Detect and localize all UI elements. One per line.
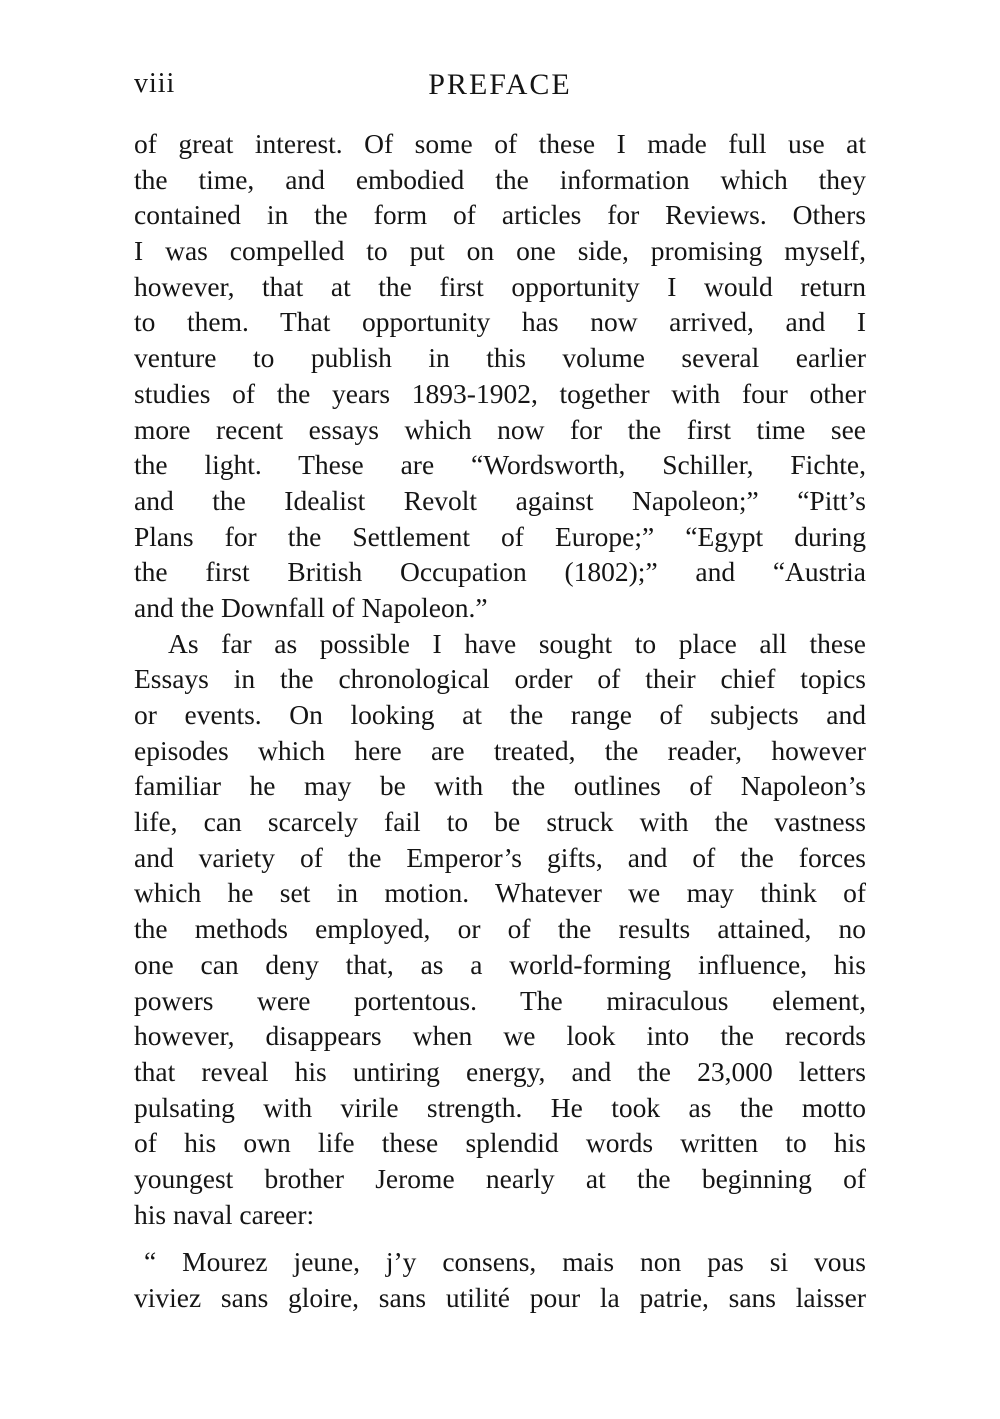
- text-line: or events. On looking at the range of subjects and: [134, 699, 866, 730]
- text-line: that reveal his untiring energy, and the 23,000 letters: [134, 1055, 866, 1087]
- quote-line: “ Mourez jeune, j’y consens, mais non pas si vous: [144, 1246, 866, 1277]
- text-line: and the Idealist Revolt against Napoleon;” “Pitt’s: [134, 484, 866, 516]
- quote-line: viviez sans gloire, sans utilité pour la patrie, sans laisser: [134, 1281, 866, 1313]
- text-line: the light. These are “Wordsworth, Schiller, Fichte,: [134, 449, 866, 481]
- text-line: I was compelled to put on one side, promising myself,: [134, 235, 866, 267]
- paragraph-1: [134, 126, 866, 626]
- text-line: of great interest. Of some of these I made full use at: [134, 128, 866, 159]
- text-line: the first British Occupation (1802);” and “Austria: [134, 556, 866, 588]
- text-line: life, can scarcely fail to be struck with the vastness: [134, 806, 866, 838]
- text-line: the time, and embodied the information which they: [134, 163, 866, 195]
- paragraph-2: [134, 626, 866, 1233]
- text-line: youngest brother Jerome nearly at the beginning of: [134, 1162, 866, 1194]
- body-text: [134, 126, 866, 1232]
- text-line: powers were portentous. The miraculous element,: [134, 984, 866, 1016]
- text-line: pulsating with virile strength. He took as the motto: [134, 1091, 866, 1123]
- text-line: which he set in motion. Whatever we may think of: [134, 877, 866, 909]
- text-line: however, disappears when we look into the records: [134, 1020, 866, 1052]
- text-line: familiar he may be with the outlines of Napoleon’s: [134, 770, 866, 802]
- text-line: and the Downfall of Napoleon.”: [134, 591, 488, 623]
- text-line: one can deny that, as a world-forming influence, his: [134, 948, 866, 980]
- text-line: Essays in the chronological order of their chief topics: [134, 663, 866, 695]
- text-line: and variety of the Emperor’s gifts, and of the forces: [134, 841, 866, 873]
- text-line: to them. That opportunity has now arrived, and I: [134, 306, 866, 338]
- text-line: contained in the form of articles for Reviews. Others: [134, 199, 866, 231]
- page-number: viii: [134, 68, 176, 99]
- text-line: his naval career:: [134, 1198, 315, 1230]
- text-line: however, that at the first opportunity I would return: [134, 270, 866, 302]
- text-line: venture to publish in this volume several earlier: [134, 342, 866, 374]
- text-line: As far as possible I have sought to place all these: [168, 627, 866, 659]
- text-line: of his own life these splendid words written to his: [134, 1127, 866, 1159]
- text-line: more recent essays which now for the first time see: [134, 413, 866, 445]
- block-quote: [134, 1244, 866, 1315]
- running-title: PREFACE: [428, 68, 572, 101]
- page-header: [134, 68, 866, 108]
- text-line: episodes which here are treated, the reader, however: [134, 734, 866, 766]
- text-line: studies of the years 1893-1902, together with four other: [134, 377, 866, 409]
- text-line: the methods employed, or of the results attained, no: [134, 913, 866, 945]
- text-line: Plans for the Settlement of Europe;” “Egypt during: [134, 520, 866, 552]
